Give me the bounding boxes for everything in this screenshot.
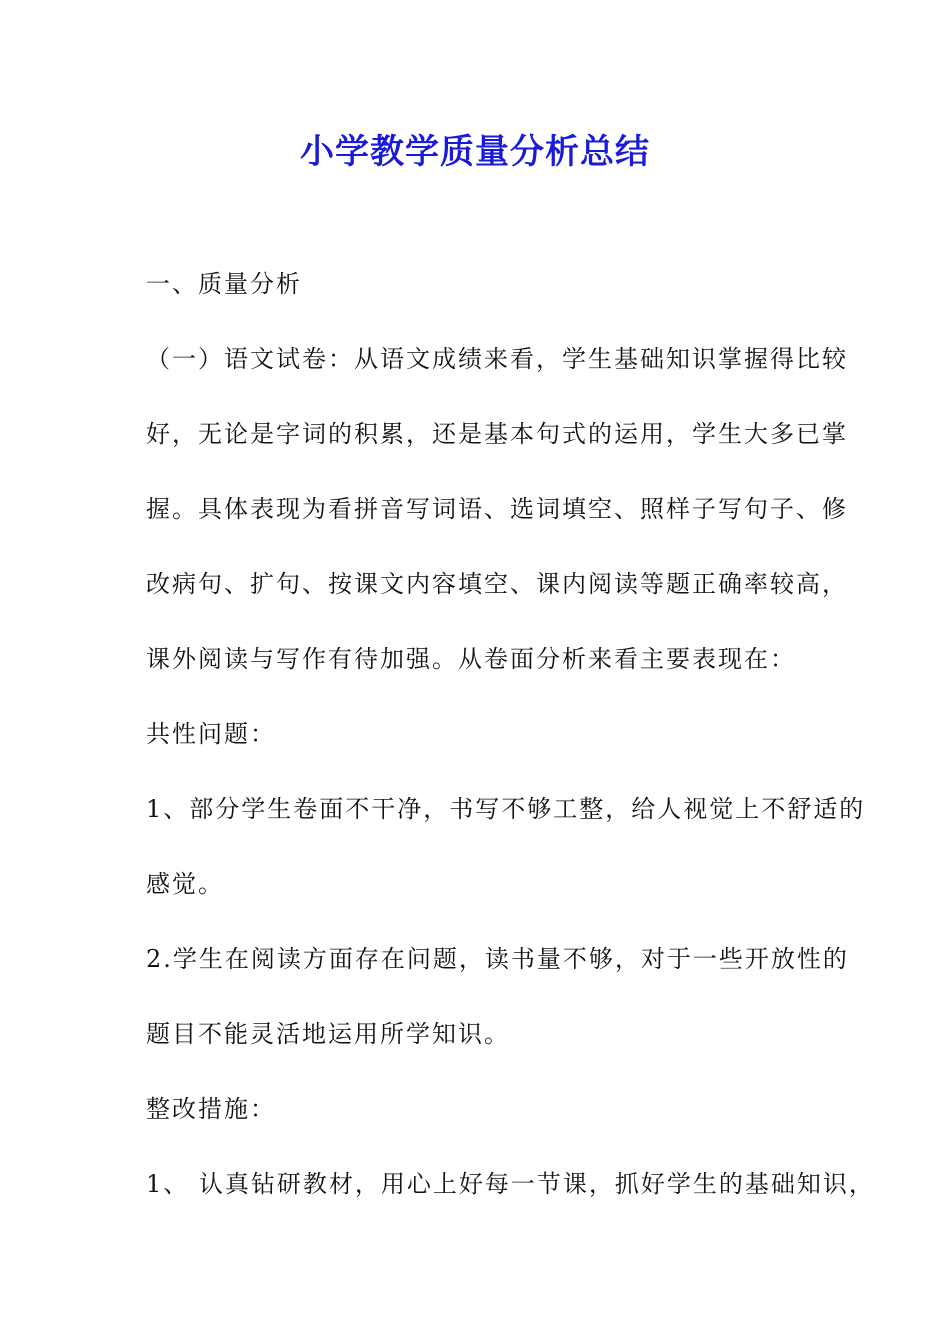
section-heading-quality-analysis: 一、质量分析	[146, 270, 302, 298]
subheading-common-issues: 共性问题：	[146, 720, 276, 748]
list-item-line: 感觉。	[146, 870, 224, 898]
subheading-measures: 整改措施：	[146, 1095, 276, 1123]
paragraph-line: 改病句、扩句、按课文内容填空、课内阅读等题正确率较高，	[146, 570, 848, 598]
paragraph-line: （一）语文试卷：从语文成绩来看，学生基础知识掌握得比较	[146, 345, 848, 373]
list-item-line: 1、 认真钻研教材，用心上好每一节课，抓好学生的基础知识，	[146, 1170, 875, 1198]
paragraph-line: 好，无论是字词的积累，还是基本句式的运用，学生大多已掌	[146, 420, 848, 448]
list-item-line: 题目不能灵活地运用所学知识。	[146, 1020, 510, 1048]
document-title: 小学教学质量分析总结	[300, 132, 650, 172]
list-item-line: 2.学生在阅读方面存在问题，读书量不够，对于一些开放性的	[146, 945, 849, 973]
paragraph-line: 握。具体表现为看拼音写词语、选词填空、照样子写句子、修	[146, 495, 848, 523]
list-item-line: 1、部分学生卷面不干净，书写不够工整，给人视觉上不舒适的	[146, 795, 866, 823]
paragraph-line: 课外阅读与写作有待加强。从卷面分析来看主要表现在：	[146, 645, 796, 673]
